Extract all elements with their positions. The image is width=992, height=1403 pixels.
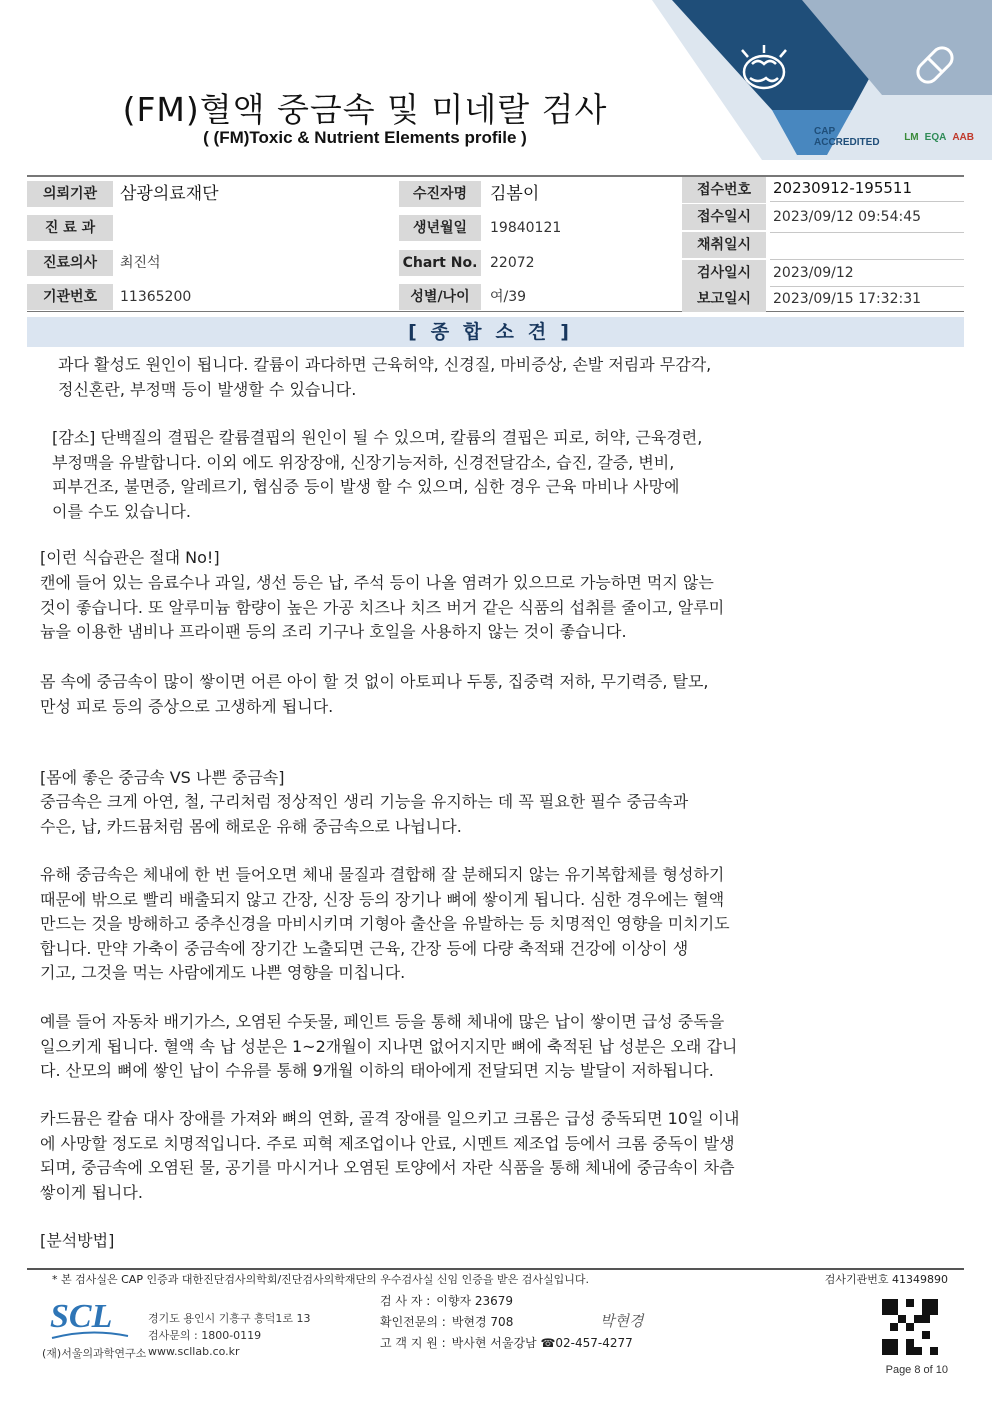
footer-website: www.scllab.co.kr [148,1345,240,1358]
qr-code-icon [882,1299,938,1355]
paragraph-harmful-metals: 유해 중금속은 체내에 한 번 들어오면 체내 물질과 결합해 잘 분해되지 않는 유기복합체를 형성하기 때문에 밖으로 빨리 배출되지 않고 간장, 신장 등의 장기나 뼈에 쌓이게 됩니다. 심한 경우에는 혈액 만드는 것을 방해하고 중추신경을 마비시키며 기형아 출산을 유발하는 등 치명적인 영향을 미치기도 합니다. 만약 가축이 중금속에 장기간 노출되면 근육, 간장 등에 다량 축적돼 건강에 이상이 생 기고, 그것을 먹는 사람에게도 나쁜 영향을 미칩니다. [40,865,730,982]
signature: 박현경 [600,1312,644,1330]
value-birthdate: 19840121 [490,220,562,236]
cap-logo: CAP ACCREDITED [814,126,880,148]
value-report-time: 2023/09/15 17:32:31 [773,291,922,307]
value-institution: 삼광의료재단 [120,184,219,204]
staff-tester: 검 사 자 : 이향자 23679 [380,1294,514,1308]
paragraph-good-vs-bad: 중금속은 크게 아연, 철, 구리처럼 정상적인 생리 기능을 유지하는 데 꼭 필요한 필수 중금속과 수은, 납, 카드뮴처럼 몸에 해로운 유해 중금속으로 나뉩니다. [40,792,689,836]
label-collection-time: 채취일시 [682,232,766,258]
report-title: (FM)혈액 중금속 및 미네랄 검사 [122,90,608,129]
value-patient-name: 김봄이 [490,184,540,204]
heading-good-vs-bad: [몸에 좋은 중금속 VS 나쁜 중금속] [40,768,285,787]
label-report-time: 보고일시 [682,286,766,312]
staff-specialist: 확인전문의 : 박현경 708 [380,1315,514,1329]
page-number: Page 8 of 10 [885,1364,948,1376]
report-subtitle: ( (FM)Toxic & Nutrient Elements profile ) [203,128,527,147]
aab-logo: AAB [952,131,974,143]
paragraph-decrease: [감소] 단백질의 결핍은 칼륨결핍의 원인이 될 수 있으며, 칼륨의 결핍은 피로, 허약, 근육경련, 부정맥을 유발합니다. 이외 에도 위장장애, 신장기능저하, 신경전달감소, 습진, 갈증, 변비, 피부건조, 불면증, 알레르기, 협심증 등이 발생 할 수 있으며, 심한 경우 근육 마비나 사망에 이를 수도 있습니다. [52,428,703,521]
value-test-date: 2023/09/12 [773,265,854,281]
value-chart-no: 22072 [490,255,535,271]
label-patient-name: 수진자명 [399,181,481,207]
label-department: 진 료 과 [27,215,113,241]
section-title: [종합소견] [27,317,964,347]
lm-logo: LM [904,131,919,143]
footer-address: 경기도 용인시 기흥구 흥덕1로 13 [148,1312,311,1325]
paragraph-cadmium: 카드뮴은 칼슘 대사 장애를 가져와 뼈의 연화, 골격 장애를 일으키고 크롬은 급성 중독되면 10일 이내 에 사망할 정도로 치명적입니다. 주로 피혁 제조업이나 안료, 시멘트 제조업 등에서 크롬 중독이 발생 되며, 중금속에 오염된 물, 공기를 마시거나 오염된 토양에서 자란 식품을 통해 체내에 중금속이 차츰 쌓이게 됩니다. [40,1109,740,1202]
footer-rule [27,1268,964,1270]
heading-diet-warning: [이런 식습관은 절대 No!] [40,548,220,567]
staff-support: 고 객 지 원 : 박사현 서울강남 ☎02-457-4277 [380,1336,633,1350]
value-doctor: 최진석 [120,255,161,271]
label-receipt-no: 접수번호 [682,177,766,203]
label-sex-age: 성별/나이 [399,284,481,310]
paragraph-excess: 과다 활성도 원인이 됩니다. 칼륨이 과다하면 근육허약, 신경질, 마비증상, 손발 저림과 무감각, 정신혼란, 부정맥 등이 발생할 수 있습니다. [58,355,712,399]
value-receipt-no: 20230912-195511 [773,179,913,197]
paragraph-symptoms: 몸 속에 중금속이 많이 쌓이면 어른 아이 할 것 없이 아토피나 두통, 집중력 저하, 무기력증, 탈모, 만성 피로 등의 증상으로 고생하게 됩니다. [40,672,709,716]
value-receipt-time: 2023/09/12 09:54:45 [773,209,922,225]
value-sex-age: 여/39 [490,289,527,305]
label-receipt-time: 접수일시 [682,204,766,230]
label-test-date: 검사일시 [682,260,766,286]
footer-agency-number: 검사기관번호 41349890 [824,1273,948,1286]
certification-logos [814,122,974,152]
label-institution-no: 기관번호 [27,284,113,310]
paragraph-lead: 예를 들어 자동차 배기가스, 오염된 수돗물, 페인트 등을 통해 체내에 많은 납이 쌓이면 급성 중독을 일으키게 됩니다. 혈액 속 납 성분은 1~2개월이 지나면 없어지지만 뼈에 축적된 납 성분은 오래 갑니 다. 산모의 뼈에 쌓인 납이 수유를 통해 9개월 이하의 태아에게 전달되면 지능 발달이 저하됩니다. [40,1012,738,1080]
value-institution-no: 11365200 [120,289,192,305]
scl-logo: SCL [50,1298,130,1338]
heading-analysis-method: [분석방법] [40,1231,115,1250]
label-doctor: 진료의사 [27,250,113,276]
paragraph-diet-warning: 캔에 들어 있는 음료수나 과일, 생선 등은 납, 주석 등이 나올 염려가 있으므로 가능하면 먹지 않는 것이 좋습니다. 또 알루미늄 함량이 높은 가공 치즈나 치즈 버거 같은 식품의 섭취를 줄이고, 알루미 늄을 이용한 냄비나 프라이팬 등의 조리 기구나 호일을 사용하지 않는 것이 좋습니다. [40,573,725,641]
label-birthdate: 생년월일 [399,215,481,241]
footer-accreditation-note: * 본 검사실은 CAP 인증과 대한진단검사의학회/진단검사의학재단의 우수검사실 신임 인증을 받은 검사실입니다. [52,1273,590,1286]
footer-inquiry: 검사문의 : 1800-0119 [148,1329,262,1342]
eqa-logo: EQA [924,131,947,143]
label-chart-no: Chart No. [399,250,481,276]
footer-org-name: (재)서울의과학연구소 [42,1347,147,1360]
label-institution: 의뢰기관 [27,181,113,207]
